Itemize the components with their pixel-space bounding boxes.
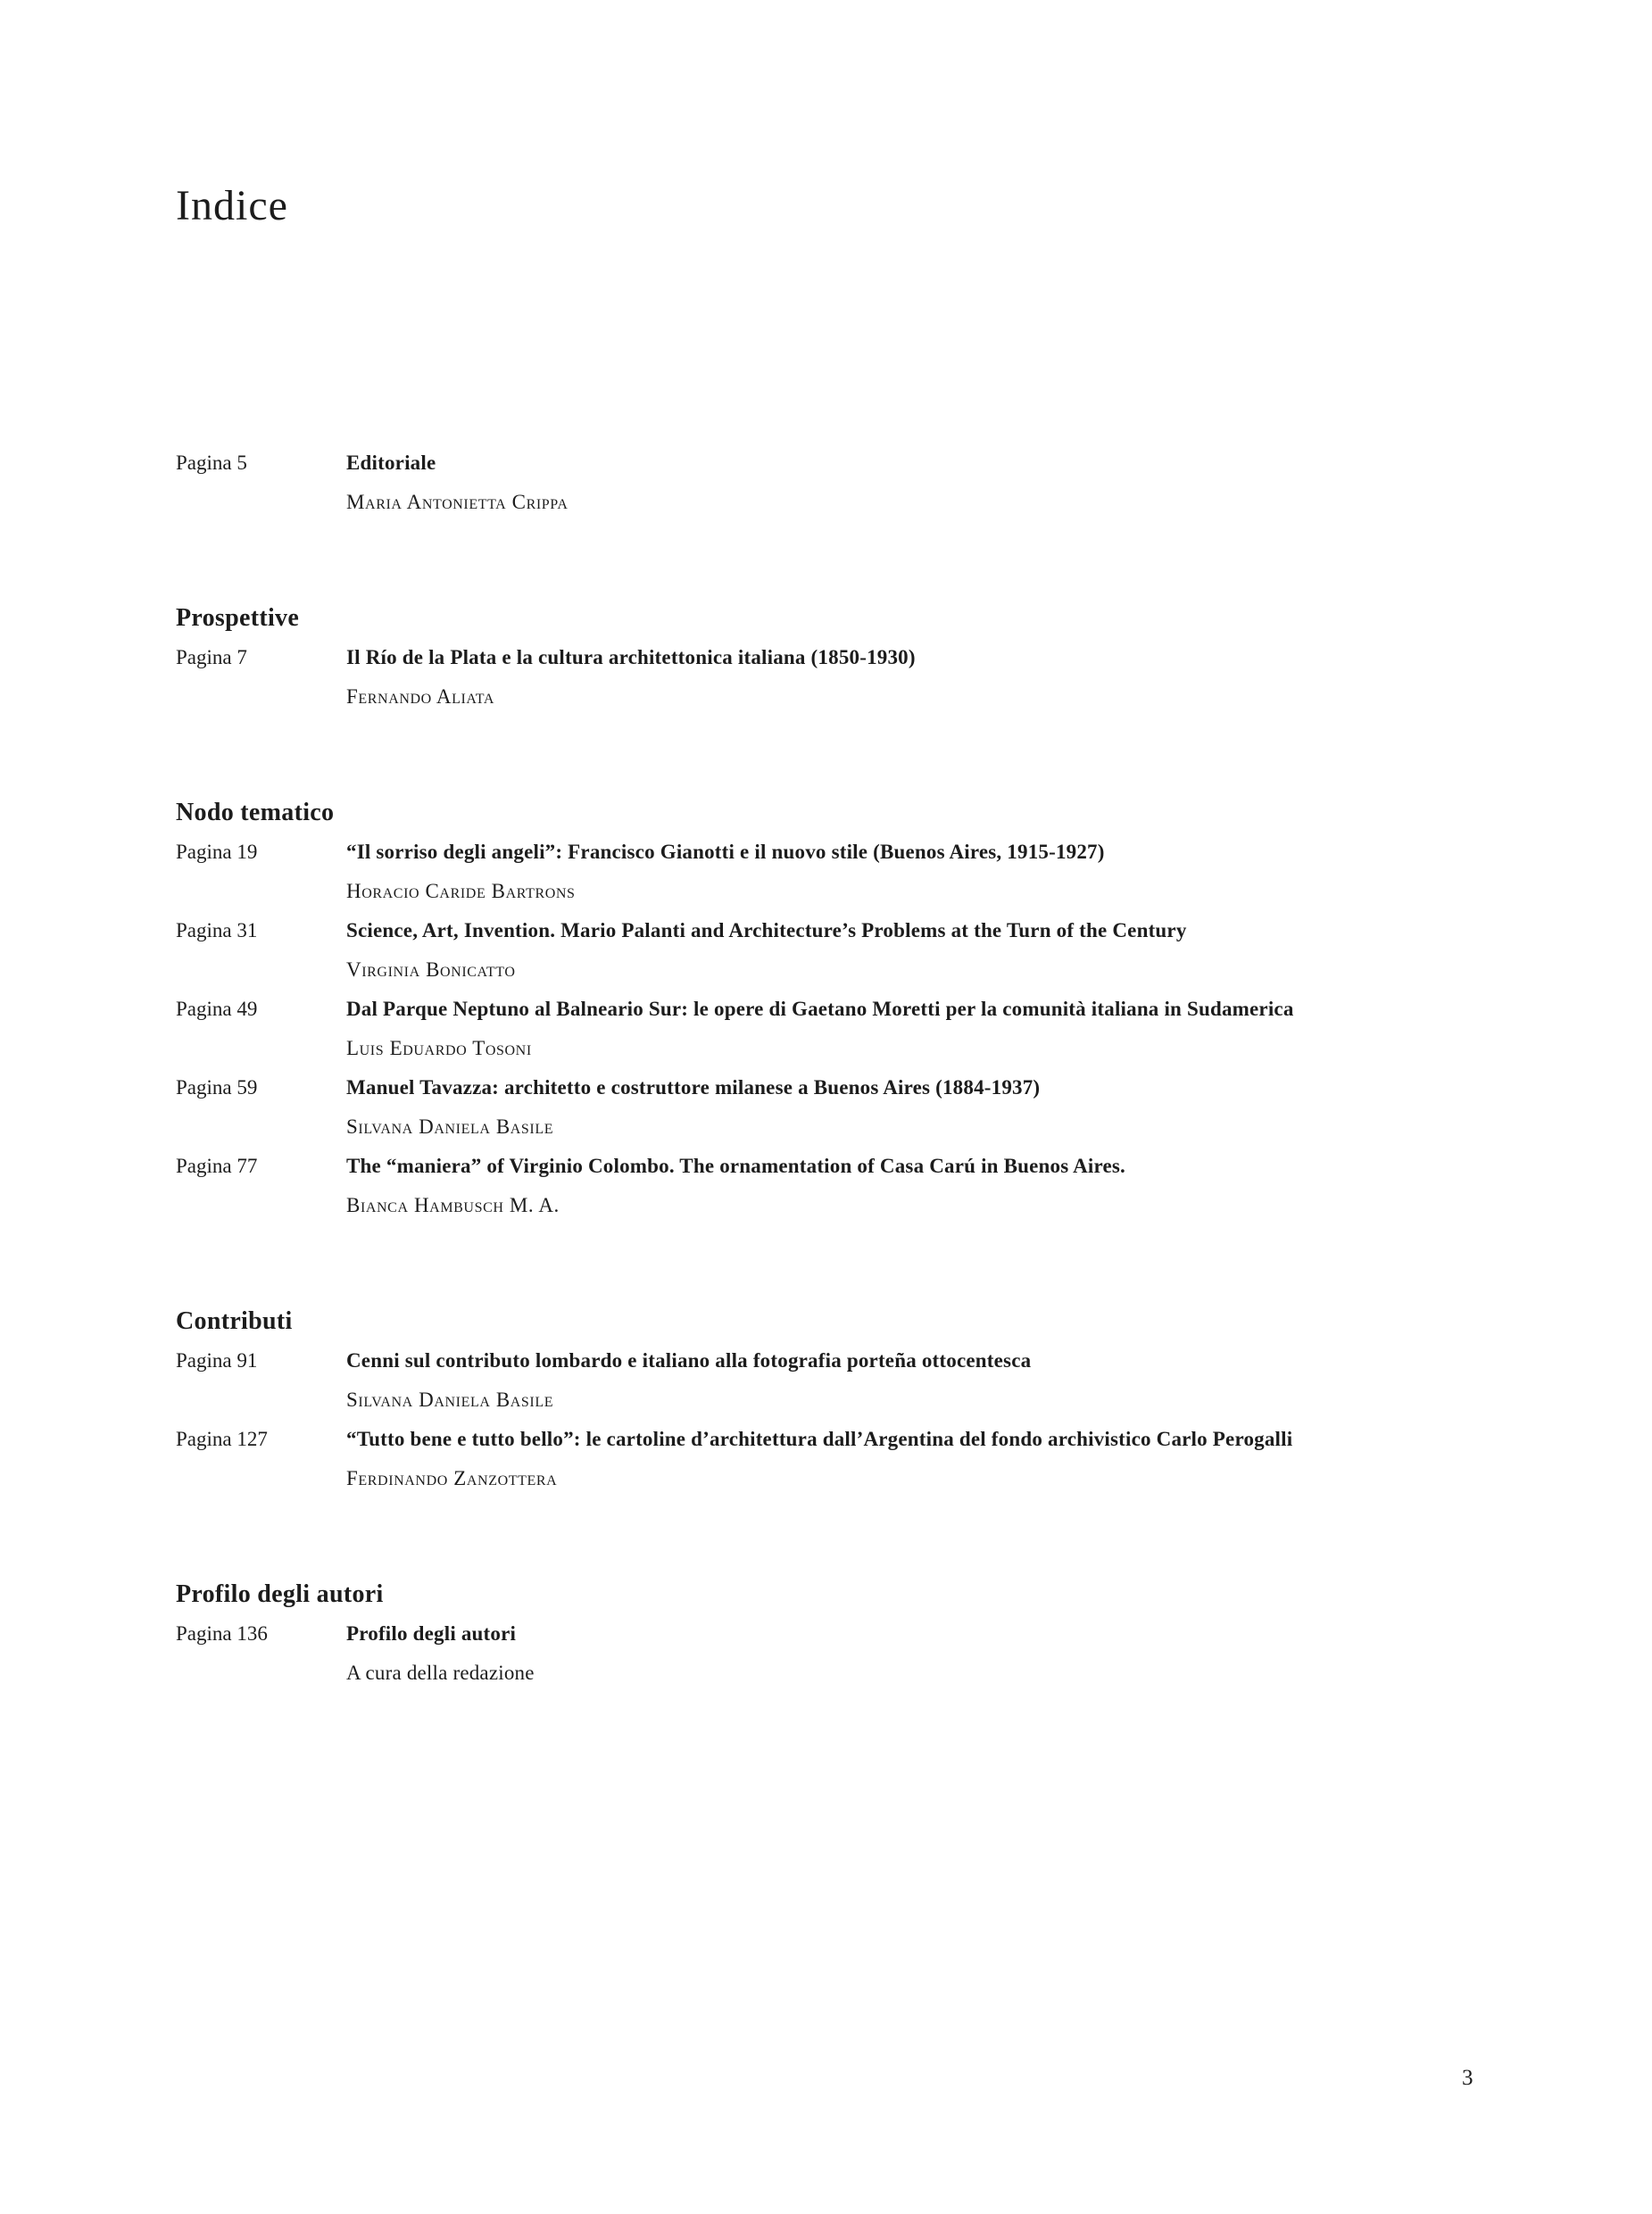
toc-entry-page-label: Pagina 136 xyxy=(176,1622,268,1645)
toc-entry xyxy=(176,444,1572,522)
toc-entry-page-label: Pagina 77 xyxy=(176,1155,258,1177)
toc-entry-page-label: Pagina 59 xyxy=(176,1076,258,1099)
toc-section-heading: Prospettive xyxy=(176,604,300,632)
page-number: 3 xyxy=(1462,2066,1474,2090)
toc-entry-content xyxy=(346,638,1572,717)
toc-entry-author: A cura della redazione xyxy=(346,1662,535,1684)
toc-entry-author: Fernando Aliata xyxy=(346,685,495,708)
toc-entry-content xyxy=(346,1341,1572,1420)
toc-entry-author: Ferdinando Zanzottera xyxy=(346,1467,558,1489)
toc-section-heading: Nodo tematico xyxy=(176,799,335,826)
toc-entry-content xyxy=(346,911,1572,990)
toc-entry-content xyxy=(346,444,1572,522)
toc-section-heading: Profilo degli autori xyxy=(176,1580,384,1608)
toc-entry-page-label: Pagina 31 xyxy=(176,919,258,941)
toc-entry xyxy=(176,1614,1572,1693)
toc-entry-page-label: Pagina 7 xyxy=(176,646,247,668)
toc-entry xyxy=(176,1420,1572,1498)
toc-entry-author: Virginia Bonicatto xyxy=(346,958,516,981)
toc-entry-author: Silvana Daniela Basile xyxy=(346,1389,554,1411)
toc-entry-page-label: Pagina 49 xyxy=(176,998,258,1020)
toc-entry-title: Editoriale xyxy=(346,452,436,474)
toc-entry-title: The “maniera” of Virginio Colombo. The ornamentation of Casa Carú in Buenos Aires. xyxy=(346,1155,1125,1177)
toc-entry-content xyxy=(346,1614,1572,1693)
toc-entry xyxy=(176,833,1572,911)
toc-section xyxy=(176,1575,1572,1693)
toc-entry-content xyxy=(346,1068,1572,1147)
toc-entry-title: Profilo degli autori xyxy=(346,1622,517,1645)
toc-section xyxy=(176,1302,1572,1498)
toc-entry-title: Dal Parque Neptuno al Balneario Sur: le opere di Gaetano Moretti per la comunità italiana in Sudamerica xyxy=(346,998,1294,1020)
toc-entry-page-label: Pagina 19 xyxy=(176,841,258,863)
toc-section xyxy=(176,599,1572,717)
toc-entry-title: Cenni sul contributo lombardo e italiano alla fotografia porteña ottocentesca xyxy=(346,1349,1032,1372)
toc-entry-author: Maria Antonietta Crippa xyxy=(346,491,569,513)
toc-entry-title: “Il sorriso degli angeli”: Francisco Gianotti e il nuovo stile (Buenos Aires, 1915-1927) xyxy=(346,841,1105,863)
page-title: Indice xyxy=(176,182,288,229)
toc-section-heading: Contributi xyxy=(176,1307,293,1335)
toc-entry-author: Silvana Daniela Basile xyxy=(346,1115,554,1138)
toc-entry-author: Luis Eduardo Tosoni xyxy=(346,1037,532,1059)
toc-entry-content xyxy=(346,1147,1572,1225)
toc-entry-content xyxy=(346,990,1572,1068)
toc-entry xyxy=(176,911,1572,990)
toc-section xyxy=(176,444,1572,522)
toc-entry-page-label: Pagina 91 xyxy=(176,1349,258,1372)
toc-entry-author: Horacio Caride Bartrons xyxy=(346,880,576,902)
toc-entry xyxy=(176,638,1572,717)
toc-entry-content xyxy=(346,1420,1572,1498)
toc-entry xyxy=(176,1341,1572,1420)
toc-entry xyxy=(176,1147,1572,1225)
toc-entry-title: Manuel Tavazza: architetto e costruttore milanese a Buenos Aires (1884-1937) xyxy=(346,1076,1041,1099)
toc-entry-page-label: Pagina 5 xyxy=(176,452,247,474)
toc-entry-content xyxy=(346,833,1572,911)
toc-entry xyxy=(176,1068,1572,1147)
toc-entry-title: “Tutto bene e tutto bello”: le cartoline d’architettura dall’Argentina del fondo archivistico Carlo Perogalli xyxy=(346,1428,1293,1450)
toc-entry-title: Il Río de la Plata e la cultura architettonica italiana (1850-1930) xyxy=(346,646,916,668)
table-of-contents xyxy=(176,444,1572,1693)
toc-section xyxy=(176,793,1572,1225)
toc-entry-page-label: Pagina 127 xyxy=(176,1428,268,1450)
toc-entry xyxy=(176,990,1572,1068)
toc-entry-author: Bianca Hambusch M. A. xyxy=(346,1194,560,1216)
toc-entry-title: Science, Art, Invention. Mario Palanti and Architecture’s Problems at the Turn of the Century xyxy=(346,919,1187,941)
